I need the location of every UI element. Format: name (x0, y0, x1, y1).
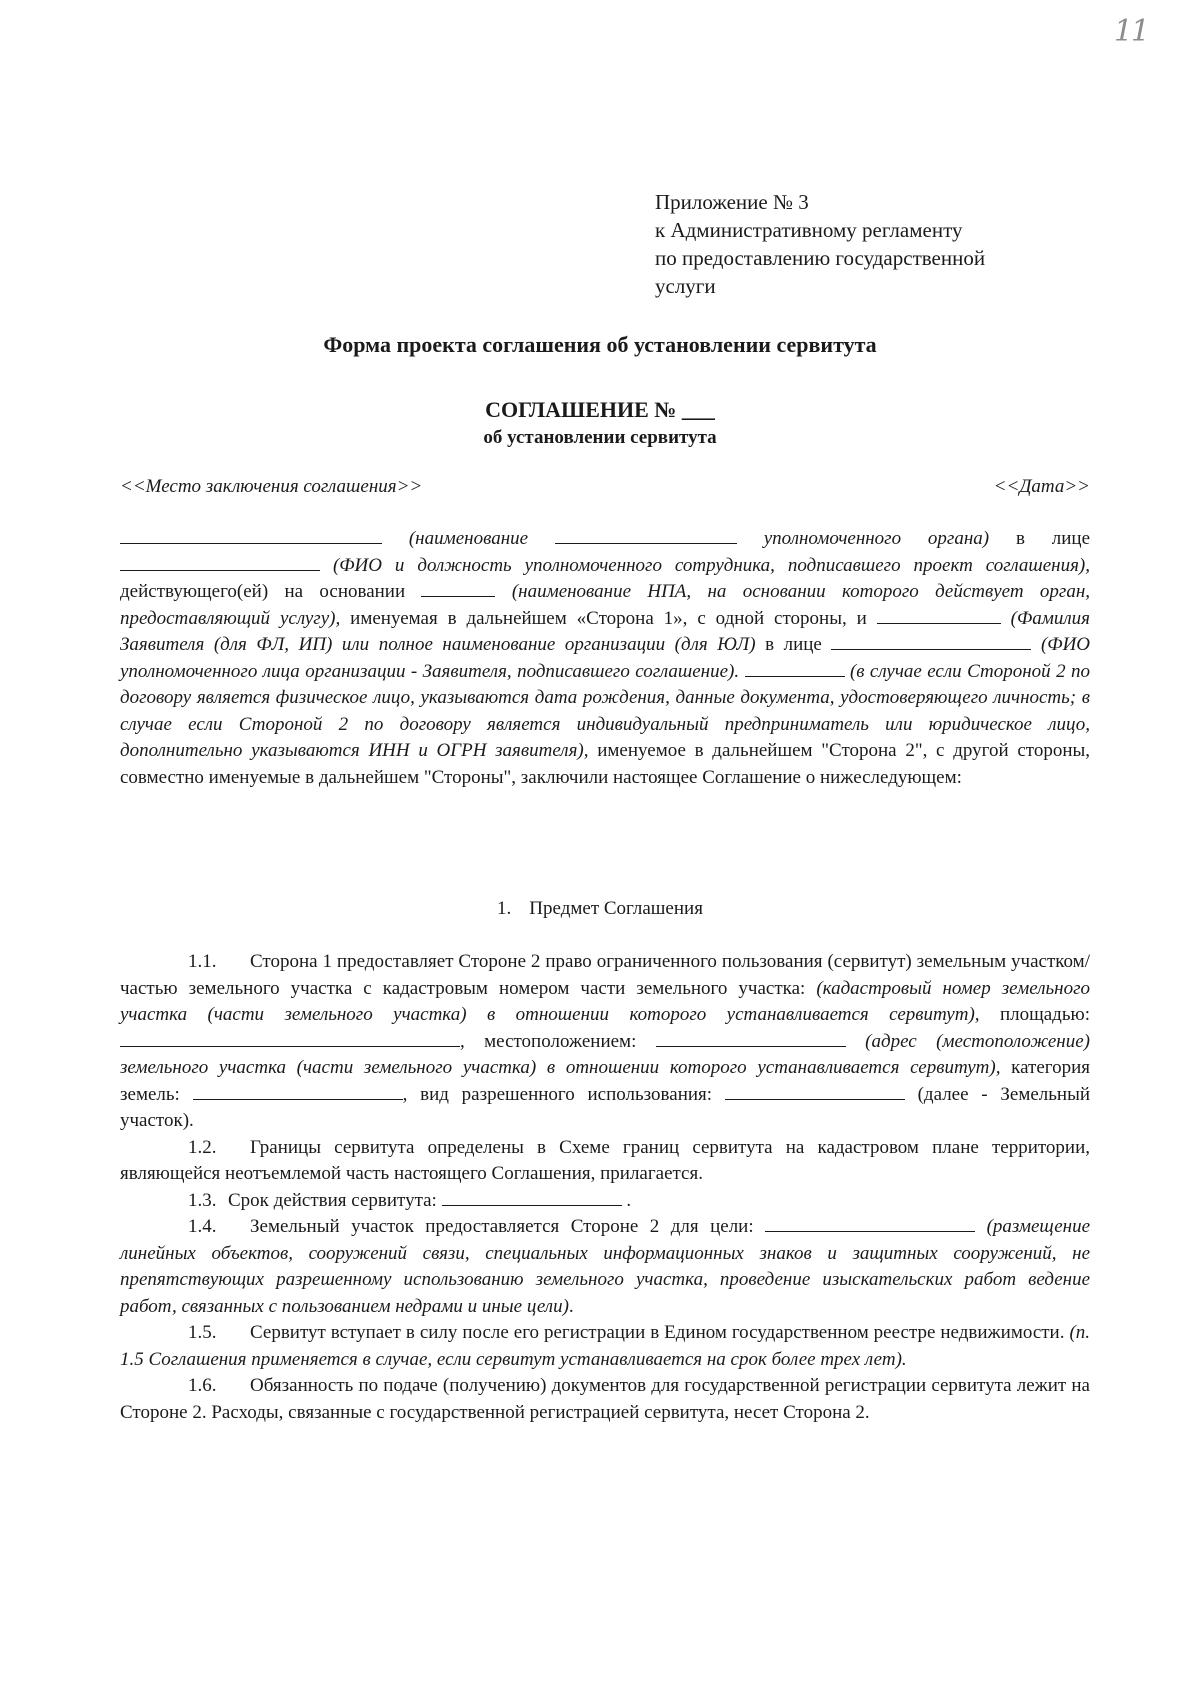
form-title: Форма проекта соглашения об установлении сервитута (323, 332, 877, 357)
place-placeholder: <<Место заключения соглашения>> (120, 476, 423, 497)
date-placeholder: <<Дата>> (993, 476, 1090, 497)
clause-text: (кадастровый номер земельного участка (части земельного участка) в отношении которого устанавливается сервитут), (120, 977, 1090, 1025)
clause-text: площадью: (999, 1004, 1090, 1025)
blank-field (421, 580, 495, 597)
clause-text: , вид разрешенного использования: (402, 1083, 713, 1105)
clause-text: , местоположением: (460, 1030, 637, 1052)
clauses-block (120, 949, 1090, 1426)
blank-field (120, 554, 320, 571)
blank-field (877, 607, 1001, 624)
preamble-text: (в случае если Стороной 2 по договору является физическое лицо, указываются дата рождения, данные документа, удостоверяющего личность; в случае если Стороной 2 по договору является индивидуальный предприниматель или юридическое лицо, дополнительно указываются ИНН и ОГРН заявителя), (120, 660, 1091, 761)
clause-number: 1.3. (188, 1189, 217, 1211)
annex-line: к Административному регламенту (655, 218, 963, 242)
preamble-text: в лице (1015, 528, 1091, 549)
section-number: 1. (497, 898, 512, 919)
preamble-text: (наименование (408, 528, 529, 549)
clause-1-6 (120, 1373, 1090, 1426)
clause-text: (далее - Земельный участок). (120, 1083, 1091, 1131)
clause-1-4 (120, 1214, 1090, 1320)
blank-field (745, 660, 845, 677)
clause-1-5 (120, 1320, 1090, 1373)
clause-text: (размещение линейных объектов, сооружений связи, специальных информационных знаков и защитных сооружений, не препятствующих разрешенному использованию земельного участка, проведение изыскательских работ ведение работ, связанных с пользованием недрами и иные цели) (120, 1216, 1090, 1317)
preamble-text: (ФИО и должность уполномоченного сотрудника, подписавшего проект соглашения), (332, 554, 1090, 576)
annex-line: по предоставлению государственной (655, 246, 986, 270)
annex-line: Приложение № 3 (655, 190, 809, 214)
preamble-text: (наименование НПА, на основании которого действует орган, предоставляющий услугу), (120, 581, 1091, 629)
blank-field (120, 1030, 460, 1047)
clause-text: Обязанность по подаче (получению) документов для государственной регистрации сервитута лежит на Стороне 2. Расходы, связанные с государственной регистрацией сервитута, несет Сторона 2. (120, 1375, 1090, 1423)
preamble-paragraph (120, 526, 1090, 791)
blank-field (765, 1215, 975, 1232)
clause-number: 1.1. (188, 951, 217, 972)
page-number: 11 (1113, 14, 1148, 49)
preamble-text: (Фамилия Заявителя (для ФЛ, ИП) или полное наименование организации (для ЮЛ) (120, 607, 1091, 655)
clause-text: (адрес (местоположение) земельного участка (части земельного участка) в отношении которого устанавливается сервитут), (120, 1030, 1090, 1078)
place-date-line (120, 476, 1090, 498)
clause-text: Срок действия сервитута: (228, 1189, 437, 1211)
clause-text: Сторона 1 предоставляет Стороне 2 право ограниченного пользования (сервитут) земельным участком/частью земельного участка с кадастровым номером части земельного участка: (120, 951, 1090, 999)
annex-line: услуги (655, 274, 716, 298)
clause-text: . (626, 1189, 632, 1211)
clause-1-2 (120, 1135, 1090, 1188)
clause-number: 1.5. (188, 1322, 217, 1343)
blank-field (555, 527, 737, 544)
clause-text: Границы сервитута определены в Схеме границ сервитута на кадастровом плане территории, являющейся неотъемлемой часть настоящего Соглашения, прилагается. (120, 1136, 1090, 1184)
section-title: Предмет Соглашения (529, 898, 703, 919)
agreement-subtitle: об установлении сервитута (483, 427, 717, 448)
blank-field (725, 1083, 905, 1100)
clause-text: категория земель: (120, 1057, 1090, 1105)
preamble-text: действующего(ей) на основании (120, 581, 406, 602)
blank-field (442, 1189, 622, 1206)
clause-1-3 (120, 1188, 1090, 1215)
clause-text: Сервитут вступает в силу после его регистрации в Едином государственном реестре недвижимости. (250, 1322, 1065, 1343)
clause-text: (п. 1.5 Соглашения применяется в случае, если сервитут устанавливается на срок более трех лет). (120, 1322, 1091, 1370)
blank-field (120, 527, 382, 544)
preamble-text: в лице (765, 634, 822, 655)
clause-number: 1.4. (188, 1216, 217, 1237)
preamble-text: именуемое в дальнейшем "Сторона 2", с другой стороны, совместно именуемые в дальнейшем "Стороны", заключили настоящее Соглашение о нижеследующем: (120, 740, 1090, 788)
blank-field (831, 633, 1031, 650)
preamble-text: (ФИО уполномоченного лица организации - Заявителя, подписавшего соглашение). (120, 634, 1091, 682)
clause-number: 1.2. (188, 1136, 217, 1158)
clause-text: Земельный участок предоставляется Стороне 2 для цели: (250, 1216, 754, 1237)
section-heading (0, 898, 1200, 920)
annex-header (655, 188, 985, 300)
preamble-text: уполномоченного органа) (763, 528, 990, 549)
agreement-title: СОГЛАШЕНИЕ № ___ (485, 397, 715, 422)
clause-1-1 (120, 949, 1090, 1135)
preamble-text: именуемая в дальнейшем «Сторона 1», с одной стороны, и (350, 607, 867, 629)
blank-field (656, 1030, 846, 1047)
clause-text: . (568, 1295, 574, 1317)
clause-number: 1.6. (188, 1375, 217, 1396)
blank-field (193, 1083, 403, 1100)
